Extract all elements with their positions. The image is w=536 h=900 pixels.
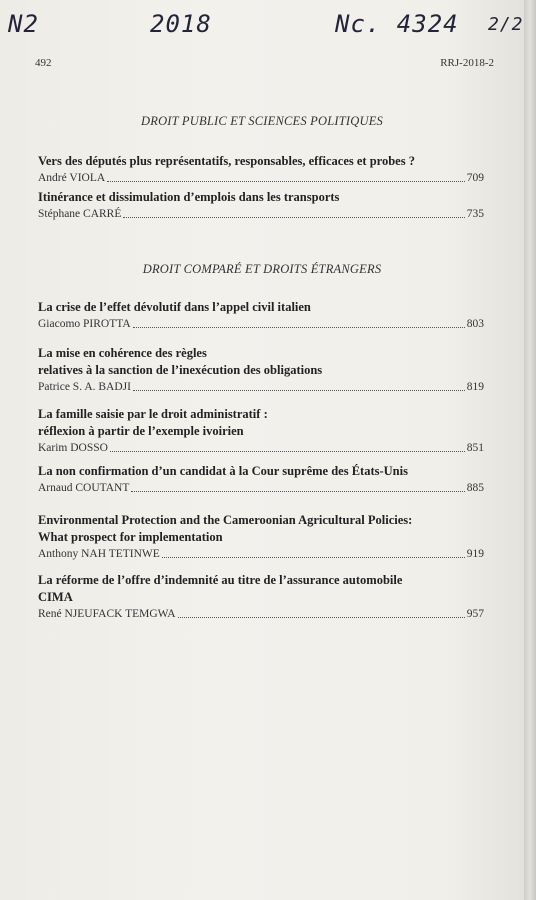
toc-entry (38, 463, 484, 496)
section-title: DROIT COMPARÉ ET DROITS ÉTRANGERS (142, 262, 382, 276)
dot-leader (133, 390, 465, 391)
entry-author-line (38, 546, 484, 562)
toc-entry (38, 406, 484, 456)
entry-title: La crise de l’effet dévolutif dans l’appel civil italien (38, 300, 311, 314)
toc-entry (38, 299, 484, 332)
entry-title: La famille saisie par le droit administratif : (38, 407, 268, 421)
toc-entry (38, 153, 484, 186)
entry-page: 919 (466, 548, 484, 560)
entry-title: Itinérance et dissimulation d’emplois dans les transports (38, 190, 340, 204)
dot-leader (178, 617, 465, 618)
entry-title: relatives à la sanction de l’inexécution des obligations (38, 363, 323, 377)
toc-entry (38, 345, 484, 395)
entry-title: La mise en cohérence des règles (38, 346, 207, 360)
entry-author: René NJEUFACK TEMGWA (38, 608, 176, 620)
toc-entry (38, 189, 484, 222)
entry-author: Stéphane CARRÉ (38, 208, 122, 220)
handwritten-number: Nc. 4324 (335, 10, 459, 38)
entry-author: Patrice S. A. BADJI (38, 381, 131, 393)
entry-author: André VIOLA (38, 172, 106, 184)
page-number: 492 (35, 57, 52, 69)
entry-page: 851 (466, 442, 484, 454)
entry-page: 735 (466, 208, 484, 220)
dot-leader (123, 217, 464, 218)
entry-title: What prospect for implementation (38, 530, 223, 544)
entry-page: 819 (466, 381, 484, 393)
entry-title: réflexion à partir de l’exemple ivoirien (38, 424, 244, 438)
entry-author-line (38, 316, 484, 332)
entry-title: CIMA (38, 590, 73, 604)
handwritten-mark: N2 (8, 10, 39, 38)
handwritten-fraction: 2/2 (488, 14, 524, 35)
journal-reference: RRJ-2018-2 (440, 57, 494, 69)
handwritten-year: 2018 (150, 10, 212, 38)
entry-author-line (38, 206, 484, 222)
page-edge (524, 0, 536, 900)
entry-author: Giacomo PIROTTA (38, 318, 131, 330)
dot-leader (133, 327, 465, 328)
dot-leader (110, 451, 465, 452)
entry-title: La réforme de l’offre d’indemnité au titre de l’assurance automobile (38, 573, 403, 587)
entry-title: La non confirmation d’un candidat à la Cour suprême des États-Unis (38, 464, 408, 478)
dot-leader (131, 491, 464, 492)
entry-page: 709 (466, 172, 484, 184)
entry-author-line (38, 440, 484, 456)
entry-author: Arnaud COUTANT (38, 482, 130, 494)
dot-leader (107, 181, 465, 182)
entry-author-line (38, 170, 484, 186)
entry-page: 885 (466, 482, 484, 494)
section-title: DROIT PUBLIC ET SCIENCES POLITIQUES (141, 114, 383, 128)
entry-author: Anthony NAH TETINWE (38, 548, 160, 560)
toc-entry (38, 512, 484, 562)
entry-title: Vers des députés plus représentatifs, responsables, efficaces et probes ? (38, 154, 415, 168)
dot-leader (162, 557, 465, 558)
entry-author-line (38, 606, 484, 622)
entry-title: Environmental Protection and the Cameroonian Agricultural Policies: (38, 513, 413, 527)
entry-author: Karim DOSSO (38, 442, 108, 454)
entry-author-line (38, 379, 484, 395)
entry-author-line (38, 480, 484, 496)
entry-page: 957 (466, 608, 484, 620)
entry-page: 803 (466, 318, 484, 330)
toc-entry (38, 572, 484, 622)
